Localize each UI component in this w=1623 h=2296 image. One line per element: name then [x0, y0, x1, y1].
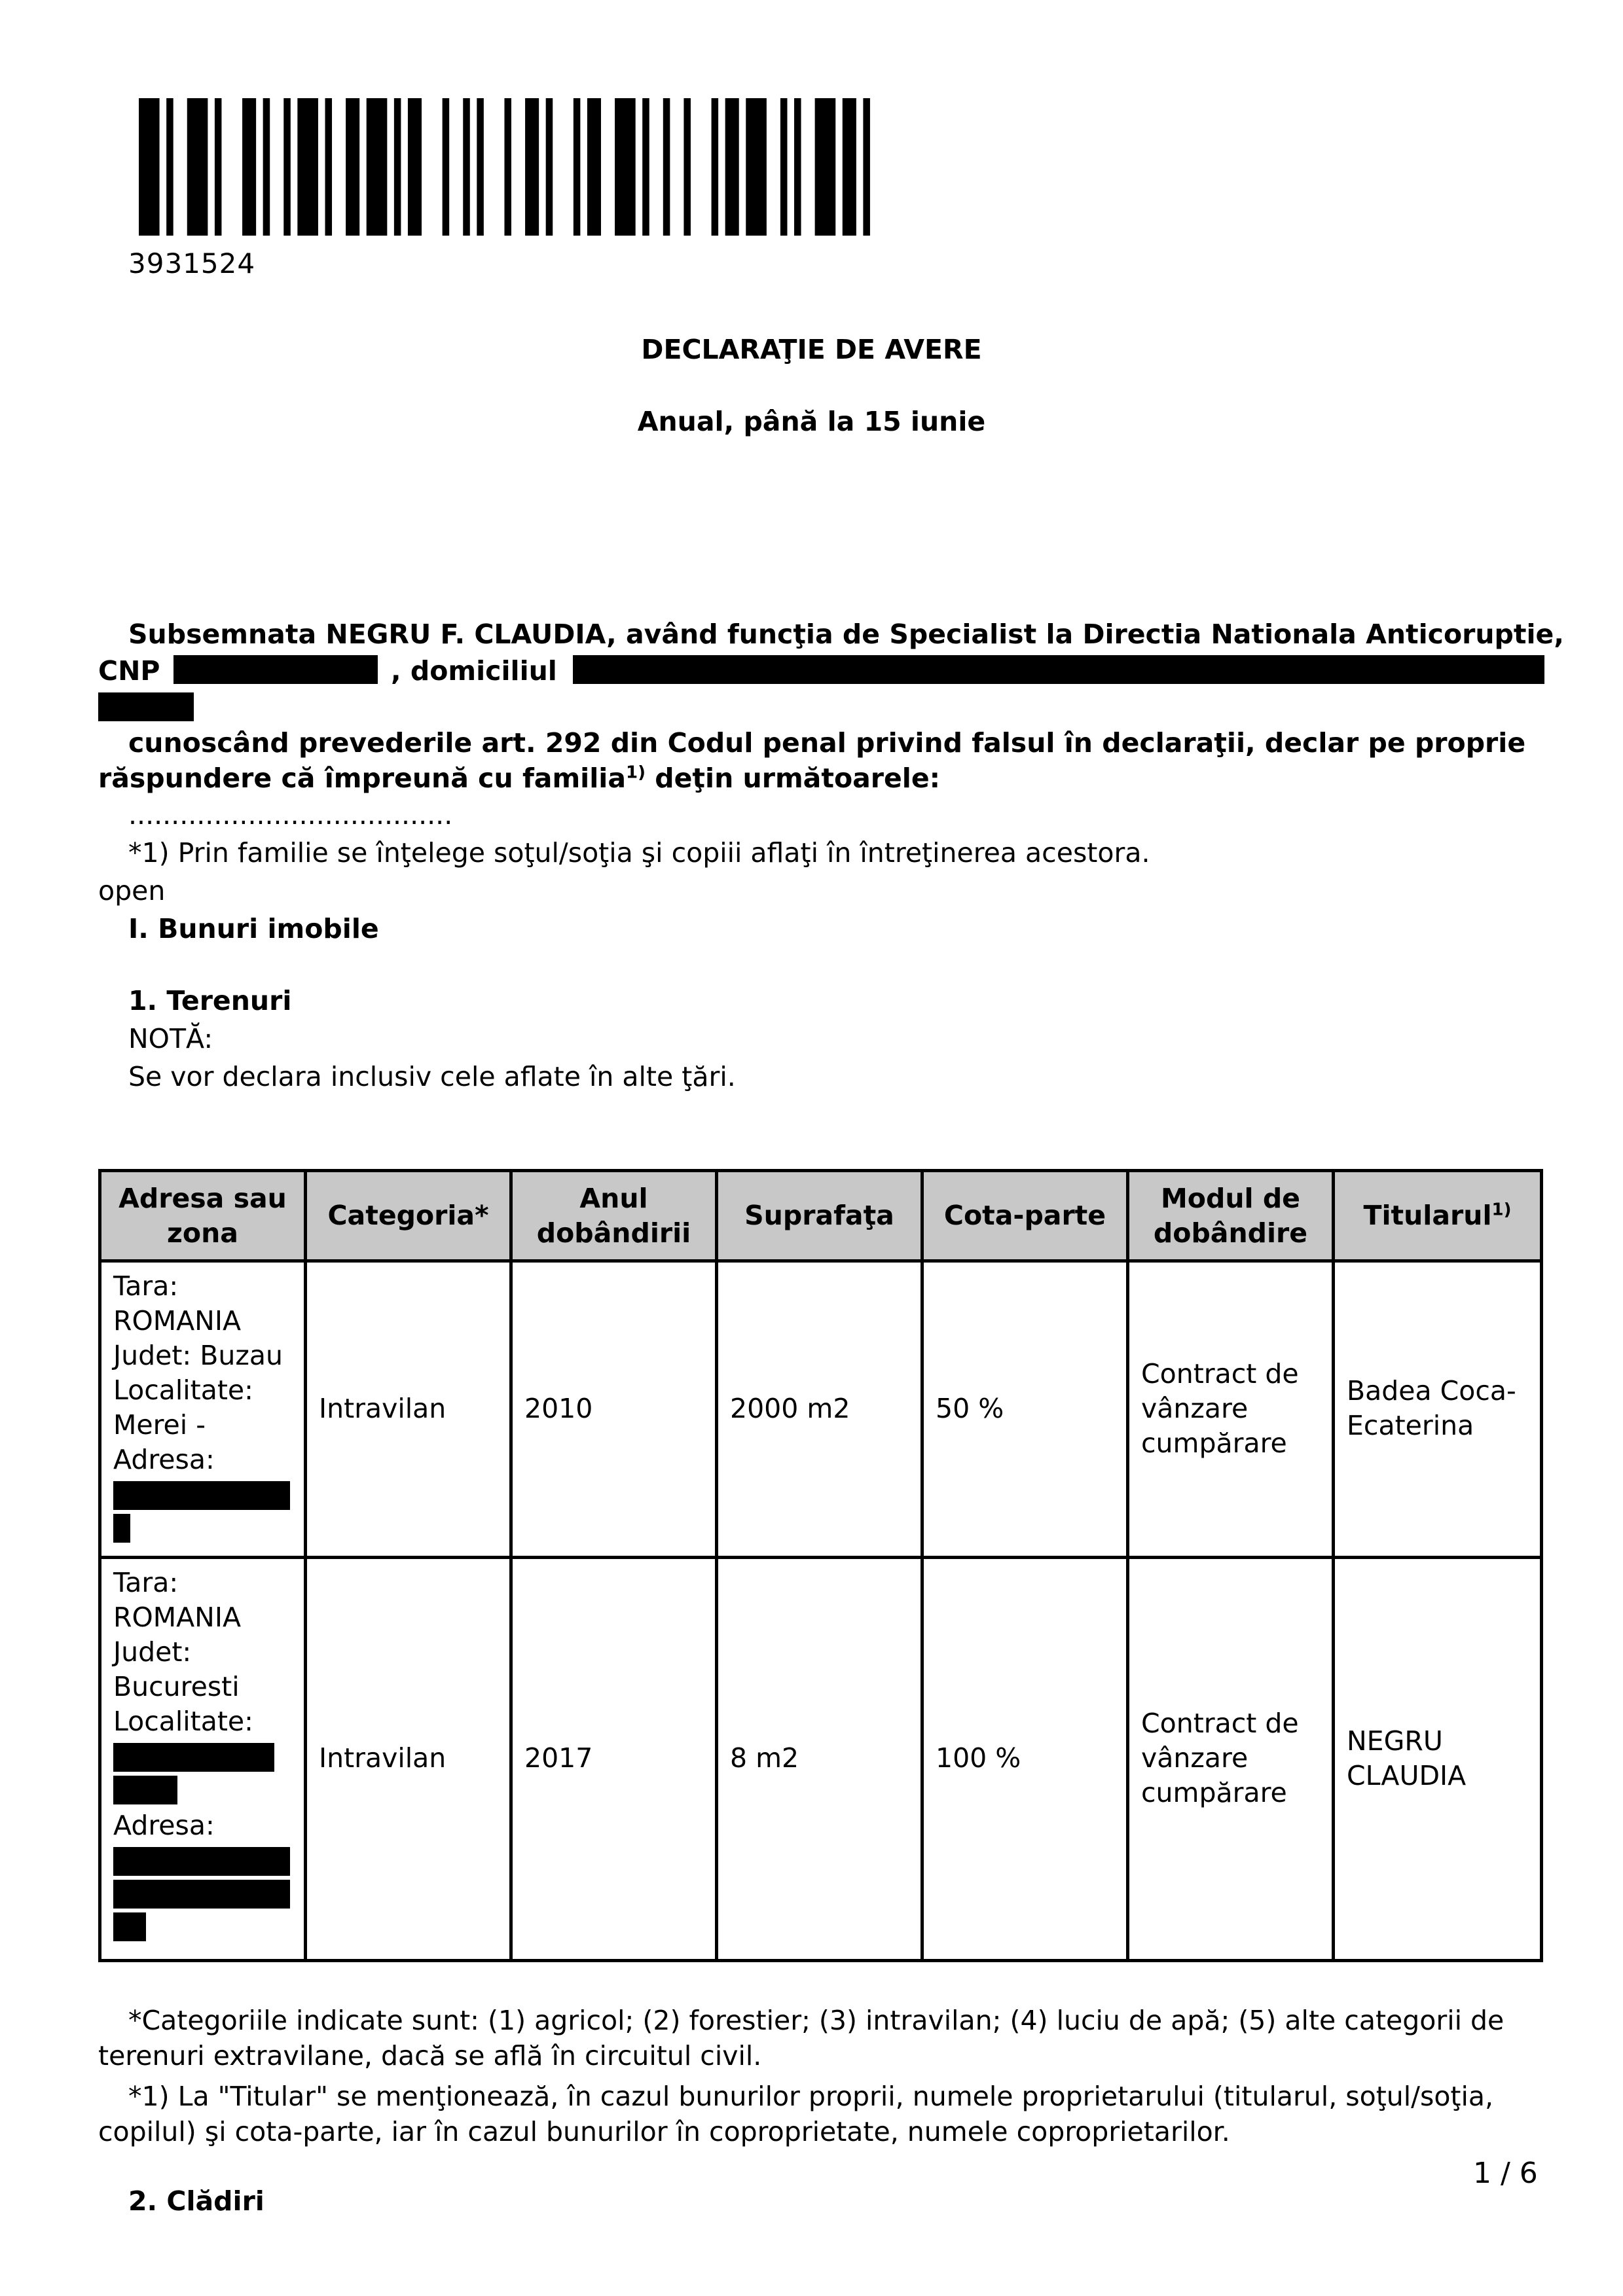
address-redaction [113, 1880, 290, 1909]
barcode-bar [843, 98, 856, 236]
family-note: *1) Prin familie se înţelege soţul/soţia şi copiii aflaţi în întreţinerea acestora. [128, 837, 1150, 869]
cell-suprafata: 8 m2 [717, 1558, 922, 1961]
cell-anul: 2017 [511, 1558, 717, 1961]
barcode-bar [815, 98, 836, 236]
cell-modul: Contract de vânzare cumpărare [1128, 1261, 1334, 1558]
header-titularul-sup: 1) [1491, 1200, 1512, 1220]
open-marker: open [98, 875, 166, 906]
judet: Judet: Bucuresti [113, 1636, 240, 1702]
footnote-titular: *1) La "Titular" se menţionează, în cazul bunurilor proprii, numele proprietarului (titularul, soţul/soţia, copilul) şi cota-parte, iar în cazul bunurilor în coproprietate, numele coproprietarilor. [98, 2081, 1494, 2147]
header-adresa: Adresa sau zona [100, 1171, 306, 1261]
barcode-bar [574, 98, 581, 236]
intro-line-4-text: răspundere că împreună cu familia [98, 762, 627, 794]
document-subtitle: Anual, până la 15 iunie [637, 406, 986, 437]
page-number: 1 / 6 [1473, 2157, 1538, 2190]
land-table [98, 1169, 1543, 1962]
barcode-bar [780, 98, 788, 236]
barcode-bar [263, 98, 270, 236]
cnp-redaction [173, 655, 378, 684]
localitate: Localitate: [113, 1706, 253, 1737]
barcode-bar [408, 98, 422, 236]
barcode-bar [215, 98, 222, 236]
tara: Tara: ROMANIA [113, 1270, 241, 1336]
address-redaction [113, 1847, 290, 1876]
domiciliu-redaction [573, 655, 1544, 684]
adresa: Adresa: [113, 1810, 215, 1841]
barcode-bar [587, 98, 601, 236]
barcode-bar [525, 98, 539, 236]
locality-redaction [113, 1743, 274, 1772]
barcode-bar [242, 98, 256, 236]
locality-redaction [113, 1776, 177, 1804]
table-row [100, 1261, 1542, 1558]
barcode-bar [346, 98, 359, 236]
adresa: Adresa: [113, 1444, 215, 1475]
barcode-bar [546, 98, 553, 236]
section-title-immovable: I. Bunuri imobile [128, 913, 379, 944]
cell-adresa [100, 1261, 306, 1558]
barcode-bar [863, 98, 870, 236]
address-redaction [113, 1514, 130, 1543]
barcode-bar [443, 98, 450, 236]
header-cota: Cota-parte [922, 1171, 1128, 1261]
barcode [139, 98, 884, 236]
subsection-title-land: 1. Terenuri [128, 985, 292, 1016]
barcode-bar [187, 98, 208, 236]
localitate: Localitate: Merei - [113, 1374, 253, 1441]
table-row [100, 1558, 1542, 1961]
header-suprafata: Suprafaţa [717, 1171, 922, 1261]
cell-titular: Badea Coca-Ecaterina [1334, 1261, 1542, 1558]
barcode-bar [394, 98, 401, 236]
footnote-categories: *Categoriile indicate sunt: (1) agricol; (2) forestier; (3) intravilan; (4) luciu de apă; (5) alte categorii de terenuri extravilane, dacă se află în circuitul civil. [98, 2005, 1504, 2072]
barcode-bar [746, 98, 767, 236]
domiciliu-redaction-cont [98, 692, 194, 721]
barcode-bar [712, 98, 719, 236]
cell-cota: 100 % [922, 1558, 1128, 1961]
tara: Tara: ROMANIA [113, 1567, 241, 1633]
header-categoria: Categoria* [306, 1171, 511, 1261]
barcode-bar [139, 98, 160, 236]
cell-modul: Contract de vânzare cumpărare [1128, 1558, 1334, 1961]
cell-suprafata: 2000 m2 [717, 1261, 922, 1558]
header-modul: Modul de dobândire [1128, 1171, 1334, 1261]
dotted-line: ...................................... [128, 799, 453, 831]
address-redaction [113, 1912, 146, 1941]
note-text: Se vor declara inclusiv cele aflate în alte ţări. [128, 1061, 736, 1092]
barcode-bar [166, 98, 173, 236]
judet: Judet: Buzau [113, 1340, 283, 1371]
barcode-bar [642, 98, 649, 236]
header-titularul [1334, 1171, 1542, 1261]
cell-categoria: Intravilan [306, 1558, 511, 1961]
intro-line-2 [98, 653, 1544, 689]
barcode-number: 3931524 [128, 247, 256, 279]
barcode-bar [725, 98, 739, 236]
intro-line-3: cunoscând prevederile art. 292 din Codul penal privind falsul în declaraţii, declar pe proprie [128, 727, 1526, 759]
intro-line-4 [98, 761, 940, 796]
address-redaction [113, 1481, 290, 1510]
barcode-bar [794, 98, 801, 236]
barcode-bar [297, 98, 318, 236]
barcode-bar [463, 98, 470, 236]
cell-anul: 2010 [511, 1261, 717, 1558]
header-titularul-text: Titularul [1363, 1200, 1492, 1231]
barcode-bar [477, 98, 484, 236]
header-anul: Anul dobândirii [511, 1171, 717, 1261]
barcode-bar [615, 98, 636, 236]
table-header-row [100, 1171, 1542, 1261]
subsection-title-buildings: 2. Clădiri [128, 2185, 264, 2217]
document-title: DECLARAŢIE DE AVERE [641, 334, 982, 365]
cell-categoria: Intravilan [306, 1261, 511, 1558]
barcode-bar [325, 98, 333, 236]
cell-adresa [100, 1558, 306, 1961]
barcode-bar [283, 98, 291, 236]
barcode-bar [367, 98, 388, 236]
domiciliu-label: , domiciliul [391, 655, 557, 687]
barcode-bar [504, 98, 511, 236]
cell-titular: NEGRU CLAUDIA [1334, 1558, 1542, 1961]
footnote-ref: 1) [626, 762, 646, 783]
cnp-label: CNP [98, 655, 160, 687]
note-label: NOTĂ: [128, 1023, 213, 1054]
barcode-bar [684, 98, 691, 236]
barcode-bar [663, 98, 670, 236]
intro-line-1: Subsemnata NEGRU F. CLAUDIA, având funcţia de Specialist la Directia Nationala Anticoruptie, [128, 619, 1564, 650]
cell-cota: 50 % [922, 1261, 1128, 1558]
intro-line-4-end: deţin următoarele: [646, 762, 941, 794]
